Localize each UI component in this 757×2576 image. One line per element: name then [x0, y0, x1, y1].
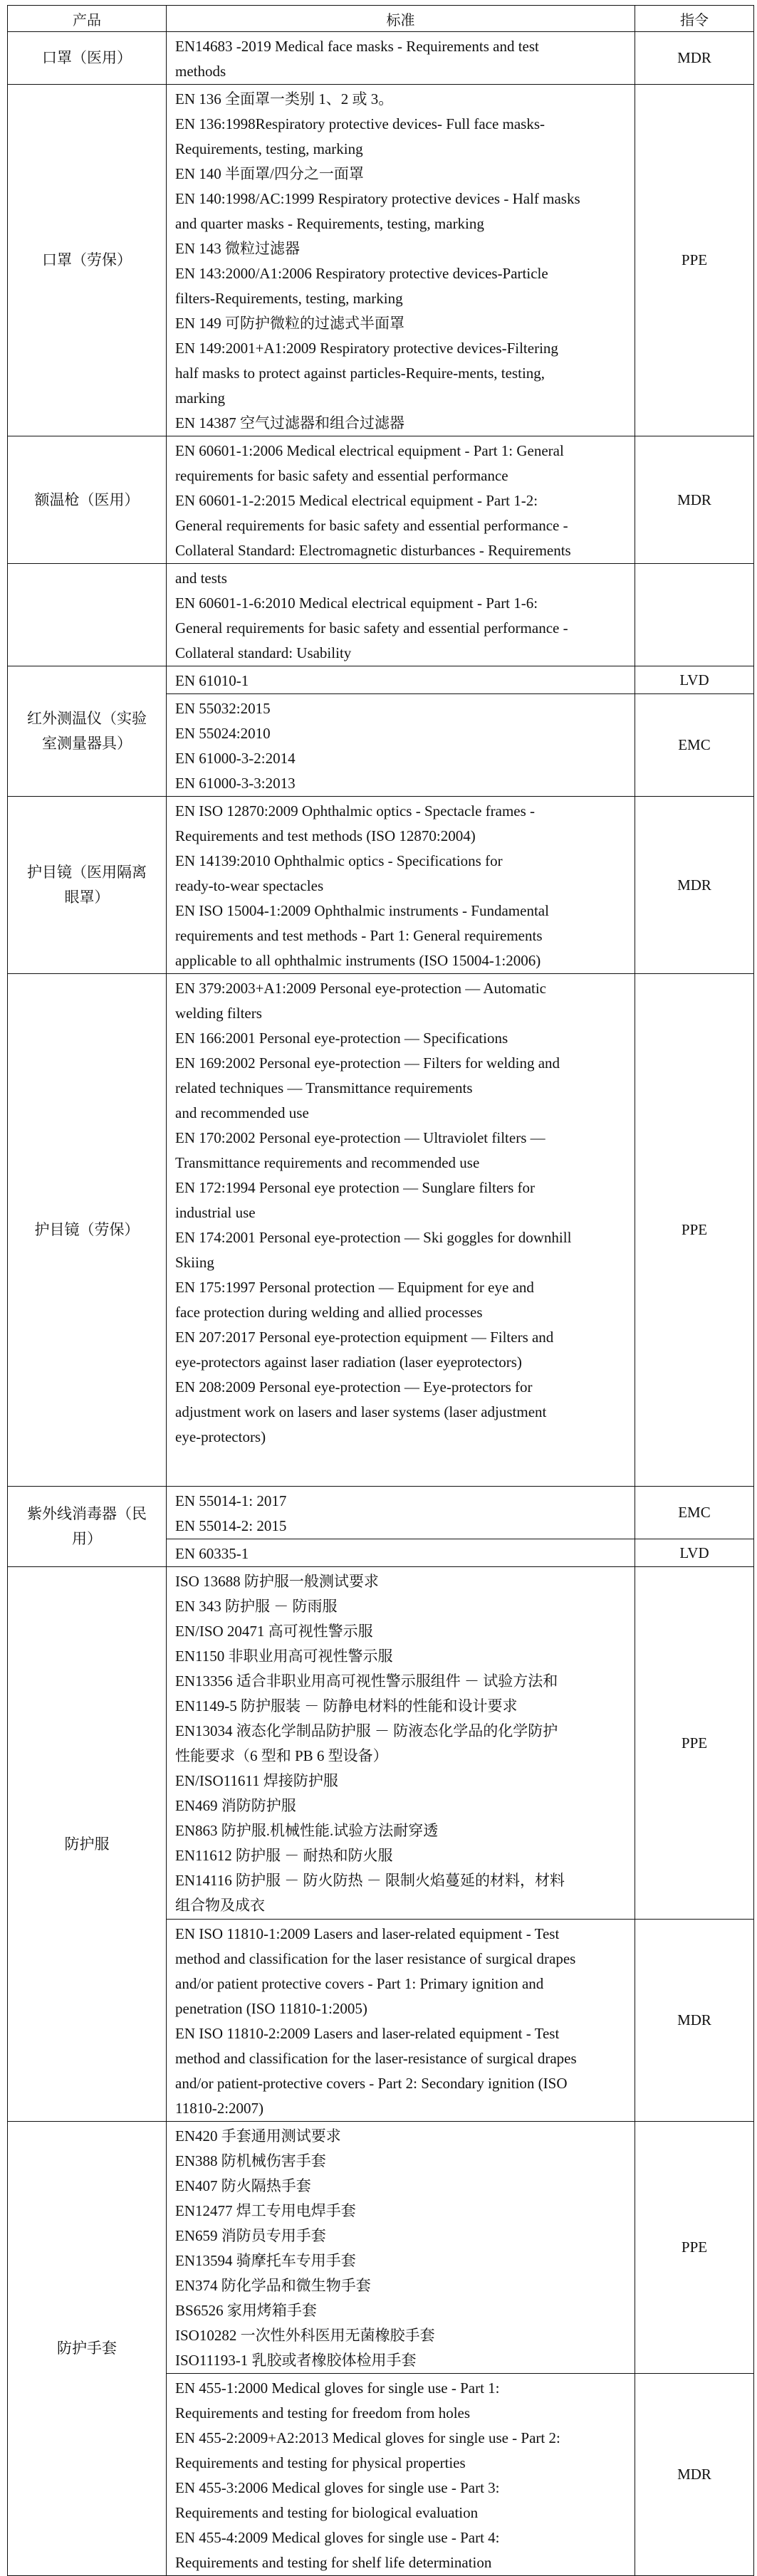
standard-line: face protection during welding and allied processes — [175, 1304, 483, 1321]
table-row — [8, 436, 754, 564]
standard-line: EN 379:2003+A1:2009 Personal eye-protection — Automatic — [175, 980, 547, 997]
table-row — [8, 32, 754, 85]
directive-cell: PPE — [635, 974, 754, 1487]
standard-line: General requirements for basic safety and essential performance - — [175, 619, 568, 637]
table-row — [8, 2122, 754, 2374]
standard-line: EN420 手套通用测试要求 — [175, 2127, 341, 2145]
standard-line: EN 140 半面罩/四分之一面罩 — [175, 165, 364, 182]
standard-line: EN14116 防护服 － 防火防热 － 限制火焰蔓延的材料，材料 — [175, 1872, 565, 1889]
standard-line: EN1149-5 防护服装 － 防静电材料的性能和设计要求 — [175, 1697, 518, 1714]
directive-cell: PPE — [635, 85, 754, 436]
table-row — [8, 797, 754, 974]
standard-line: methods — [175, 63, 226, 80]
table-body — [8, 32, 754, 2576]
product-cell — [8, 564, 167, 666]
standard-line: applicable to all ophthalmic instruments (ISO 15004-1:2006) — [175, 952, 541, 969]
standard-line: EN ISO 12870:2009 Ophthalmic optics - Spectacle frames - — [175, 802, 536, 820]
standard-line: industrial use — [175, 1204, 256, 1221]
standard-line: EN13034 液态化学制品防护服 － 防液态化学品的化学防护 — [175, 1722, 558, 1739]
standards-cell — [167, 797, 635, 974]
standards-cell — [167, 436, 635, 564]
standard-line: EN12477 焊工专用电焊手套 — [175, 2202, 356, 2219]
directive-cell: MDR — [635, 2374, 754, 2576]
standard-line: EN659 消防员专用手套 — [175, 2227, 326, 2244]
standard-line: 性能要求（6 型和 PB 6 型设备） — [175, 1747, 388, 1764]
standards-cell — [167, 1539, 635, 1567]
product-name-line: 额温枪（医用） — [34, 491, 140, 508]
standard-line: EN11612 防护服 － 耐热和防火服 — [175, 1847, 393, 1864]
standard-line: ISO 13688 防护服一般测试要求 — [175, 1573, 379, 1590]
table-row — [8, 1487, 754, 1539]
standard-line: General requirements for basic safety and essential performance - — [175, 517, 568, 534]
directive-cell: EMC — [635, 1487, 754, 1539]
product-cell — [8, 85, 167, 436]
product-cell — [8, 1567, 167, 2122]
standard-line: filters-Requirements, testing, marking — [175, 290, 403, 307]
directive-cell: LVD — [635, 666, 754, 694]
standard-line: and recommended use — [175, 1104, 309, 1121]
standard-line: EN 60335-1 — [175, 1545, 249, 1562]
standard-line: EN 14139:2010 Ophthalmic optics - Specifications for — [175, 852, 503, 869]
standard-line: EN 455-2:2009+A2:2013 Medical gloves for single use - Part 2: — [175, 2429, 560, 2446]
header-product: 产品 — [8, 6, 167, 32]
directive-cell: LVD — [635, 1539, 754, 1567]
standard-line: and/or patient-protective covers - Part 2: Secondary ignition (ISO — [175, 2075, 568, 2092]
standard-line: requirements and test methods - Part 1: General requirements — [175, 927, 543, 944]
standard-line: EN14683 -2019 Medical face masks - Requirements and test — [175, 38, 539, 55]
standards-cell — [167, 1487, 635, 1539]
standard-line: EN 455-1:2000 Medical gloves for single use - Part 1: — [175, 2379, 500, 2397]
standard-line: ISO11193-1 乳胶或者橡胶体检用手套 — [175, 2352, 417, 2369]
product-name-line: 红外测温仪（实验 — [27, 710, 147, 727]
standards-cell — [167, 2374, 635, 2576]
directive-cell: MDR — [635, 32, 754, 85]
standard-line: EN 136:1998Respiratory protective devices- Full face masks- — [175, 115, 545, 132]
standard-line: BS6526 家用烤箱手套 — [175, 2302, 317, 2319]
product-cell — [8, 666, 167, 797]
standard-line: EN469 消防防护服 — [175, 1797, 296, 1814]
standards-cell — [167, 666, 635, 694]
standard-line: Collateral standard: Usability — [175, 644, 352, 661]
table-row — [8, 85, 754, 436]
standard-line: EN 61000-3-3:2013 — [175, 775, 296, 792]
standard-line: EN1150 非职业用高可视性警示服 — [175, 1648, 393, 1665]
table-row — [8, 666, 754, 694]
directive-cell: MDR — [635, 797, 754, 974]
header-directive: 指令 — [635, 6, 754, 32]
standard-line: 11810-2:2007) — [175, 2100, 264, 2117]
standard-line: EN 60601-1-2:2015 Medical electrical equipment - Part 1-2: — [175, 492, 538, 509]
standard-line: EN 60601-1:2006 Medical electrical equipment - Part 1: General — [175, 442, 564, 459]
standard-line: marking — [175, 389, 225, 407]
standard-line: EN13594 骑摩托车专用手套 — [175, 2252, 356, 2269]
standard-line: EN388 防机械伤害手套 — [175, 2152, 326, 2169]
standard-line: EN ISO 11810-2:2009 Lasers and laser-related equipment - Test — [175, 2025, 560, 2042]
standards-cell — [167, 1920, 635, 2122]
product-cell — [8, 1487, 167, 1567]
product-name-line: 口罩（医用） — [42, 49, 132, 66]
table-row — [8, 1567, 754, 1920]
standard-line: penetration (ISO 11810-1:2005) — [175, 2000, 367, 2017]
product-name-line: 护目镜（医用隔离 — [27, 864, 147, 881]
standard-line: EN 55032:2015 — [175, 700, 271, 717]
standard-line: and quarter masks - Requirements, testing, marking — [175, 215, 484, 232]
standards-cell — [167, 85, 635, 436]
product-name-line: 防护服 — [64, 1835, 110, 1853]
directive-cell — [635, 564, 754, 666]
product-cell — [8, 2122, 167, 2576]
table-row — [8, 564, 754, 666]
standard-line: half masks to protect against particles-Require-ments, testing, — [175, 365, 545, 382]
standard-line: EN ISO 15004-1:2009 Ophthalmic instruments - Fundamental — [175, 902, 549, 919]
product-cell — [8, 436, 167, 564]
standard-line: EN 60601-1-6:2010 Medical electrical equipment - Part 1-6: — [175, 595, 538, 612]
standard-line: related techniques — Transmittance requirements — [175, 1079, 473, 1096]
standard-line: EN 55014-1: 2017 — [175, 1492, 287, 1509]
standard-line: EN863 防护服.机械性能.试验方法耐穿透 — [175, 1822, 439, 1839]
standard-line: EN 169:2002 Personal eye-protection — Filters for welding and — [175, 1054, 560, 1072]
standard-line: Requirements and testing for physical properties — [175, 2454, 466, 2471]
standard-line: EN ISO 11810-1:2009 Lasers and laser-related equipment - Test — [175, 1925, 560, 1942]
standard-line: EN374 防化学品和微生物手套 — [175, 2277, 371, 2294]
standard-line: EN/ISO11611 焊接防护服 — [175, 1772, 338, 1789]
product-name-line: 紫外线消毒器（民 — [27, 1505, 147, 1522]
product-name-line: 防护手套 — [57, 2340, 117, 2357]
standards-cell — [167, 2122, 635, 2374]
standard-line: EN 174:2001 Personal eye-protection — Ski goggles for downhill — [175, 1229, 572, 1246]
product-name-line: 室测量器具） — [42, 735, 132, 752]
directive-cell: MDR — [635, 1920, 754, 2122]
standards-cell — [167, 32, 635, 85]
standard-line: EN 55024:2010 — [175, 725, 271, 742]
standard-line: welding filters — [175, 1005, 262, 1022]
standard-line: EN13356 适合非职业用高可视性警示服组件 － 试验方法和 — [175, 1672, 558, 1690]
standard-line: EN 455-4:2009 Medical gloves for single use - Part 4: — [175, 2529, 500, 2546]
product-name-line: 用） — [72, 1530, 102, 1547]
standard-line: method and classification for the laser-resistance of surgical drapes — [175, 2050, 577, 2067]
standard-line: and tests — [175, 570, 227, 587]
standard-line: Requirements and testing for biological evaluation — [175, 2504, 479, 2521]
standard-line: Collateral Standard: Electromagnetic disturbances - Requirements — [175, 542, 571, 559]
product-cell — [8, 32, 167, 85]
standard-line: EN 343 防护服 － 防雨服 — [175, 1598, 338, 1615]
standard-line: EN 455-3:2006 Medical gloves for single use - Part 3: — [175, 2479, 500, 2496]
product-cell — [8, 797, 167, 974]
standard-line: EN/ISO 20471 高可视性警示服 — [175, 1623, 373, 1640]
header-standard: 标准 — [167, 6, 635, 32]
standard-line: EN 208:2009 Personal eye-protection — Eye-protectors for — [175, 1378, 533, 1396]
standard-line: EN 166:2001 Personal eye-protection — Specifications — [175, 1030, 508, 1047]
standard-line: ISO10282 一次性外科医用无菌橡胶手套 — [175, 2327, 435, 2344]
standard-line: EN 143:2000/A1:2006 Respiratory protective devices-Particle — [175, 265, 548, 282]
standards-cell — [167, 564, 635, 666]
standard-line: Requirements and testing for freedom from holes — [175, 2404, 471, 2421]
standard-line: EN 61000-3-2:2014 — [175, 750, 296, 767]
standard-line: Requirements and testing for shelf life determination — [175, 2554, 492, 2571]
directive-cell: PPE — [635, 2122, 754, 2374]
standard-line: EN 136 全面罩一类别 1、2 或 3。 — [175, 90, 394, 108]
standard-line: EN 149 可防护微粒的过滤式半面罩 — [175, 315, 404, 332]
product-name-line: 护目镜（劳保） — [34, 1221, 140, 1238]
directive-cell: PPE — [635, 1567, 754, 1920]
standard-line: EN 143 微粒过滤器 — [175, 240, 300, 257]
table-header-row — [8, 6, 754, 32]
standard-line: EN 172:1994 Personal eye protection — Sunglare filters for — [175, 1179, 536, 1196]
product-name-line: 口罩（劳保） — [42, 251, 132, 268]
standard-line: EN 61010-1 — [175, 672, 249, 689]
standard-line: EN 14387 空气过滤器和组合过滤器 — [175, 414, 404, 431]
standard-line: Requirements, testing, marking — [175, 140, 363, 157]
standard-line: EN 55014-2: 2015 — [175, 1517, 287, 1534]
product-name-line: 眼罩） — [64, 889, 110, 906]
standard-line: EN 207:2017 Personal eye-protection equipment — Filters and — [175, 1329, 554, 1346]
directive-cell: EMC — [635, 694, 754, 797]
standards-cell — [167, 694, 635, 797]
table-row — [8, 974, 754, 1487]
standard-line: eye-protectors) — [175, 1428, 266, 1445]
standard-line: Transmittance requirements and recommended use — [175, 1154, 480, 1171]
standards-table — [7, 5, 754, 2576]
standard-line: method and classification for the laser resistance of surgical drapes — [175, 1950, 576, 1967]
standard-line: EN 140:1998/AC:1999 Respiratory protective devices - Half masks — [175, 190, 580, 207]
standard-line: ready-to-wear spectacles — [175, 877, 324, 894]
standard-line: Skiing — [175, 1254, 214, 1271]
standard-line: EN 170:2002 Personal eye-protection — Ultraviolet filters — — [175, 1129, 545, 1146]
standard-line: EN 149:2001+A1:2009 Respiratory protective devices-Filtering — [175, 340, 558, 357]
product-cell — [8, 974, 167, 1487]
standard-line: and/or patient protective covers - Part 1: Primary ignition and — [175, 1975, 544, 1992]
standard-line: 组合物及成衣 — [175, 1897, 265, 1914]
standards-cell — [167, 1567, 635, 1920]
standard-line: EN407 防火隔热手套 — [175, 2177, 311, 2194]
directive-cell: MDR — [635, 436, 754, 564]
standard-line: adjustment work on lasers and laser systems (laser adjustment — [175, 1403, 547, 1420]
standard-line: EN 175:1997 Personal protection — Equipment for eye and — [175, 1279, 534, 1296]
standard-line: Requirements and test methods (ISO 12870:2004) — [175, 827, 476, 844]
standards-cell — [167, 974, 635, 1487]
standard-line: requirements for basic safety and essential performance — [175, 467, 508, 484]
standard-line: eye-protectors against laser radiation (laser eyeprotectors) — [175, 1354, 522, 1371]
